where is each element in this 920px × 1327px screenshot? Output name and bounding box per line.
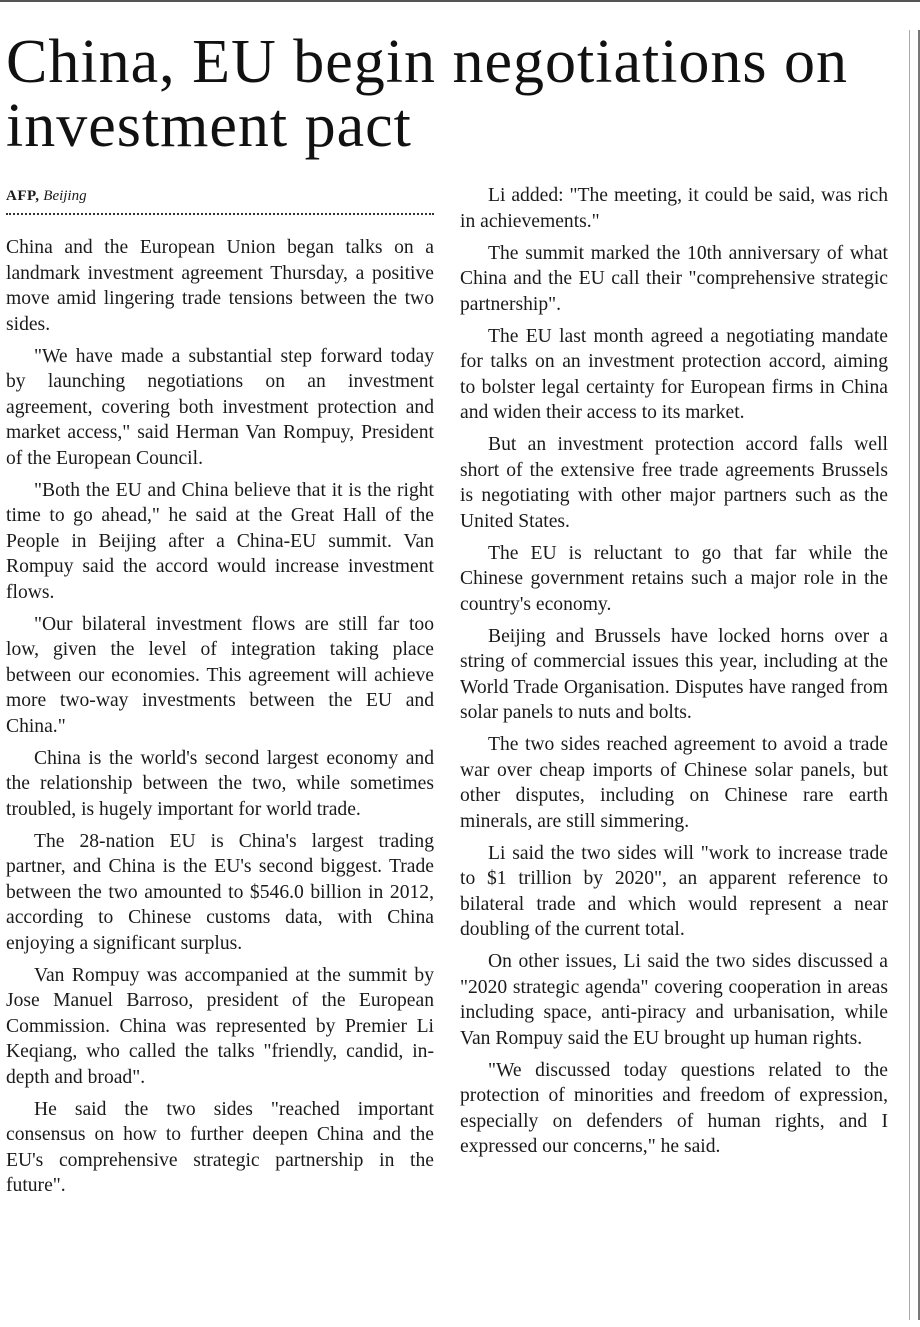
article-headline: China, EU begin negotiations on investment pact xyxy=(6,28,849,160)
byline-agency: AFP, xyxy=(6,188,40,204)
paragraph: The EU is reluctant to go that far while the Chinese government retains such a major role in the country's economy. xyxy=(460,542,888,615)
byline-place: Beijing xyxy=(43,188,87,204)
paragraph: But an investment protection accord falls well short of the extensive free trade agreements Brussels is negotiating with other major partners such as the United States. xyxy=(460,434,888,532)
article-column-right xyxy=(460,183,888,1166)
dotted-separator xyxy=(6,213,434,215)
paragraph: The summit marked the 10th anniversary of what China and the EU call their "comprehensive strategic partnership". xyxy=(460,242,888,315)
paragraph: "Both the EU and China believe that it is the right time to go ahead," he said at the Great Hall of the People in Beijing after a China-EU summit. Van Rompuy said the accord would increase investment flows. xyxy=(6,479,434,603)
paragraph: On other issues, Li said the two sides discussed a "2020 strategic agenda" covering cooperation in areas including space, anti-piracy and urbanisation, while Van Rompuy said the EU brought up human rights. xyxy=(460,951,888,1049)
page-edge xyxy=(909,30,920,1320)
byline xyxy=(6,188,87,205)
article-column-left xyxy=(6,235,434,1205)
paragraph: Li said the two sides will "work to increase trade to $1 trillion by 2020", an apparent reference to bilateral trade and which would represent a near doubling of the current total. xyxy=(460,842,888,940)
paragraph: Li added: "The meeting, it could be said, was rich in achievements." xyxy=(460,185,888,232)
paragraph: "We have made a substantial step forward today by launching negotiations on an investment agreement, covering both investment protection and market access," said Herman Van Rompuy, President of the European Council. xyxy=(6,345,434,469)
paragraph: China is the world's second largest economy and the relationship between the two, while sometimes troubled, is hugely important for world trade. xyxy=(6,747,434,820)
paragraph: China and the European Union began talks on a landmark investment agreement Thursday, a positive move amid lingering trade tensions between the two sides. xyxy=(6,237,434,335)
paragraph: "Our bilateral investment flows are still far too low, given the level of integration taking place between our economies. This agreement will achieve more two-way investments between the EU and China." xyxy=(6,613,434,737)
paragraph: He said the two sides "reached important consensus on how to further deepen China and the EU's comprehensive strategic partnership in the future". xyxy=(6,1098,434,1196)
paragraph: The two sides reached agreement to avoid a trade war over cheap imports of Chinese solar panels, but other disputes, including on Chinese rare earth minerals, are still simmering. xyxy=(460,734,888,832)
paragraph: The EU last month agreed a negotiating mandate for talks on an investment protection accord, aiming to bolster legal certainty for European firms in China and widen their access to its market. xyxy=(460,325,888,423)
paragraph: Van Rompuy was accompanied at the summit by Jose Manuel Barroso, president of the European Commission. China was represented by Premier Li Keqiang, who called the talks "friendly, candid, in-depth and broad". xyxy=(6,964,434,1088)
paragraph: Beijing and Brussels have locked horns over a string of commercial issues this year, including at the World Trade Organisation. Disputes have ranged from solar panels to nuts and bolts. xyxy=(460,625,888,723)
top-rule xyxy=(0,0,920,2)
paragraph: The 28-nation EU is China's largest trading partner, and China is the EU's second biggest. Trade between the two amounted to $546.0 billion in 2012, according to Chinese customs data, with China enjoying a significant surplus. xyxy=(6,830,434,954)
paragraph: "We discussed today questions related to the protection of minorities and freedom of expression, especially on defenders of human rights, and I expressed our concerns," he said. xyxy=(460,1059,888,1157)
